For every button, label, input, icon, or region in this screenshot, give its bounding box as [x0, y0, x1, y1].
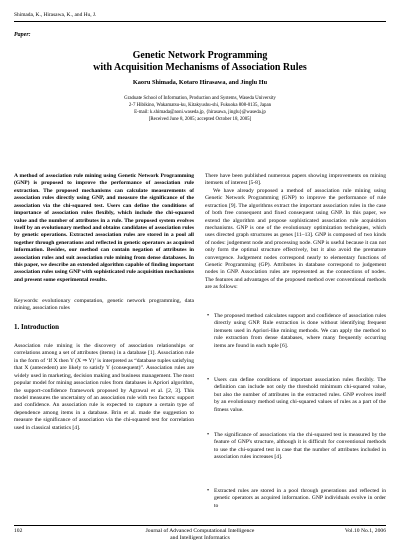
bullet-icon: • — [207, 377, 210, 383]
volume-info: Vol.10 No.1, 2006 — [344, 528, 386, 534]
header-rule — [14, 21, 386, 22]
authors: Kaoru Shimada, Kotaro Hirasawa, and Jinglu Hu — [132, 79, 268, 86]
journal-line-2: and Intelligent Informatics — [170, 535, 230, 541]
journal-line-1: Journal of Advanced Computational Intelligence — [145, 528, 255, 534]
list-item — [205, 488, 386, 510]
list-item — [205, 377, 386, 414]
section-heading: 1. Introduction — [14, 323, 59, 331]
paper-label: Paper: — [14, 32, 31, 38]
list-item — [205, 432, 386, 462]
affiliation-line: Graduate School of Information, Production and Systems, Waseda University — [124, 96, 276, 101]
running-head: Shimada, K., Hirasawa, K., and Hu, J. — [14, 12, 97, 18]
received-date: [Received June 8, 2005; accepted October 18, 2005] — [148, 117, 252, 122]
paper-title-line-2: with Acquisition Mechanisms of Association Rules — [93, 62, 307, 73]
intro-paragraph: Association rule mining is the discovery of association relationships or correlations among a set of attributes (items) in a database [1]. Association rule in the form of ‘If X then Y (X ⇒ Y)’ is interpreted as “database tuples satisfying that X (antecedent) are likely to satisfy Y (consequent)”. Association rules are widely used in marketing, decision making and business management. The most popular model for mining association rules from databases is Apriori algorithm, the support-confidence framework proposed by Agrawal et al. [2, 3]. This model measures the uncertainty of an association rule with two factors: support and confidence. An association rule is expected to capture a certain type of dependence among items in a database. Brin et al. made the suggestion to measure the significance of association via the chi-squared test for correlation used in classical statistics [4]. — [14, 343, 194, 431]
right-paragraph-2: We have already proposed a method of association rule mining using Genetic Network Programming (GNP) to improve the performance of rule extraction [9]. The algorithms extract the important association rules in the case of both free consequent and fixed consequent using GNP. In this paper, we extend the algorithm and propose sophisticated association rule acquisition mechanisms. GNP is one of the evolutionary optimization techniques, which uses directed graph structures as genes [11–13]. GNP is composed of two kinds of nodes: judgement node and processing node. GNP is useful because it can not only form the optimal structure effectively, but it also avoid the premature convergence. Judgement nodes correspond nearly to elementary functions of Genetic Programming (GP). Attributes in database correspond to judgement nodes in GNP. Association rules are represented as the connections of nodes. The features and advantages of the proposed method over conventional methods are as follows: — [205, 187, 386, 291]
bullet-icon: • — [207, 488, 210, 494]
bullet-icon: • — [207, 432, 210, 438]
footer-rule — [14, 525, 386, 526]
right-paragraph-1: There have been published numerous papers showing improvements on mining itemsets of interest [5-8]. — [205, 173, 386, 187]
affiliation-line: 2-7 Hibikino, Wakamatsu-ku, Kitakyushu-shi, Fukuoka 808-0135, Japan — [128, 103, 272, 108]
list-item-text: The significance of associations via the chi-squared test is measured by the feature of GNP's structure, although it is difficult for conventional methods to use the chi-squared test in case that the number of attributes included in association rules increases [4]. — [214, 432, 386, 461]
bullet-icon: • — [207, 313, 210, 319]
list-item-text: Extracted rules are stored in a pool through generations and reflected in genetic operators as acquired information. GNP individuals evolve in order to — [214, 488, 386, 509]
right-column-text — [205, 173, 386, 292]
abstract: A method of association rule mining using Genetic Network Programming (GNP) is proposed to improve the performance of association rule extraction. The proposed mechanisms can calculate measurements of association rules directly using GNP, and measure the significance of the association via the chi-squared test. Users can define the conditions of importance of association rules flexibly, which include the chi-squared value and the number of attributes in a rule. The proposed system evolves itself by an evolutionary method and obtains candidates of association rules by genetic operations. Extracted association rules are stored in a pool all together through generations and reflected in genetic operators as acquired information. Besides, our method can contain negation of attributes in association rules and suit association rule mining from dense databases. In this paper, we describe an extended algorithm capable of finding important association rules using GNP with sophisticated rule acquisition mechanisms and present some experimental results. — [14, 173, 194, 283]
list-item-text: The proposed method calculates support and confidence of association rules directly using GNP. Rule extraction is done without identifying frequent itemsets used in Apriori-like mining methods. We can apply the method to rule extraction from dense databases, where many frequently occurring items are found in each tuple [6]. — [214, 313, 386, 349]
list-item — [205, 313, 386, 350]
journal-name — [120, 528, 280, 542]
keywords: Keywords: evolutionary computation, genetic network programming, data mining, association rules — [14, 298, 194, 312]
paper-title-line-1: Genetic Network Programming — [132, 50, 268, 61]
list-item-text: Users can define conditions of important association rules flexibly. The definition can include not only the threshold minimum chi-squared value, but also the number of attributes in the extracted rules. GNP evolves itself by an evolutionary method using chi-squared values of rules as a part of the fitness value. — [214, 377, 386, 413]
affiliation-email: E-mail: k.shimada@aoni.waseda.jp, {hirasawa, jinglu}@waseda.jp — [134, 110, 266, 115]
page-number: 102 — [14, 528, 23, 534]
